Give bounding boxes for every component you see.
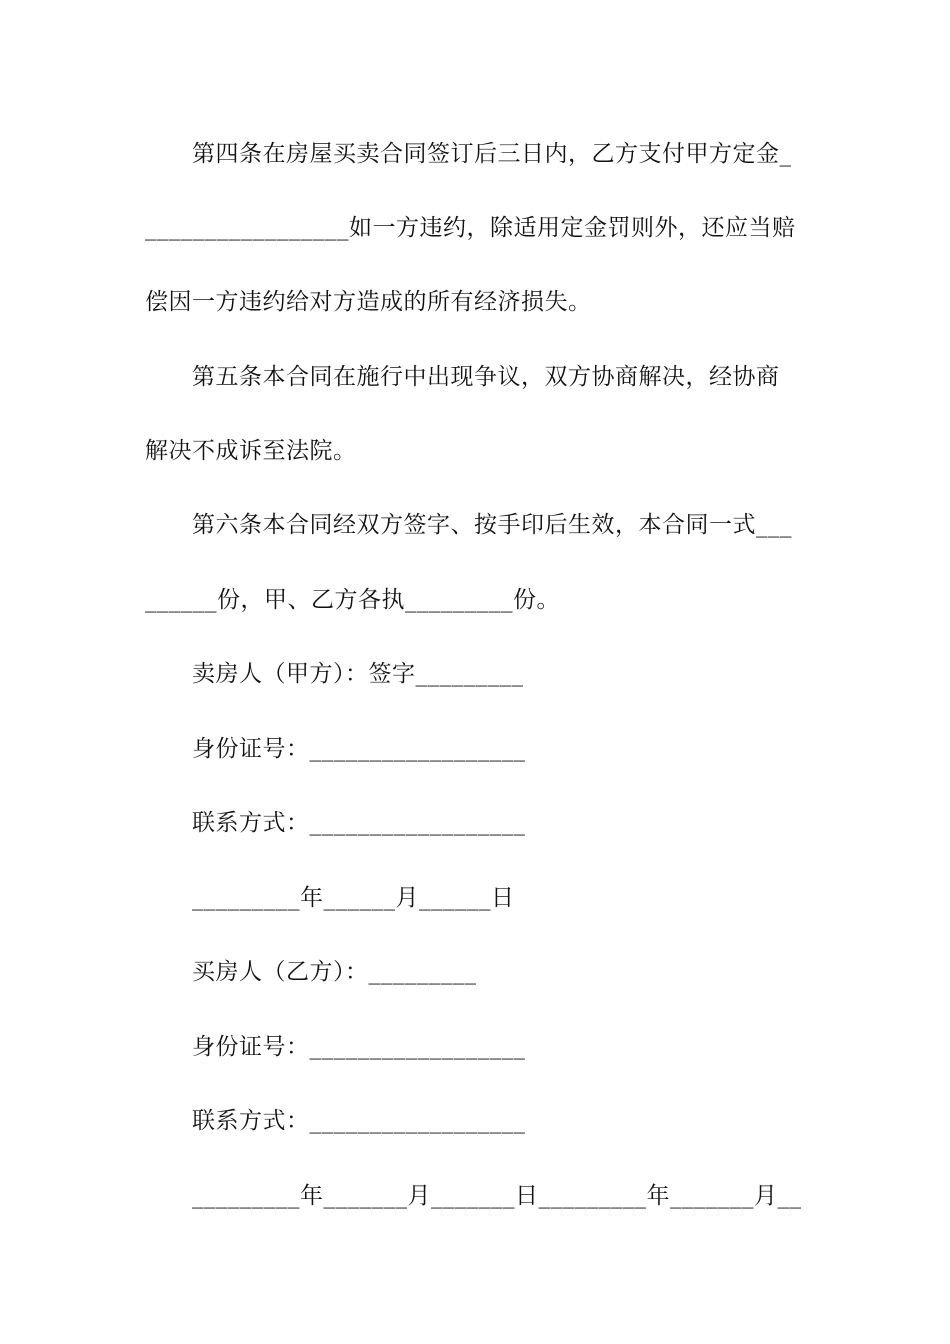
buyer-date-line: _________年_______月_______日_________年_______月__ [192,1183,802,1209]
clause-5-line-2: 解决不成诉至法院。 [145,438,357,464]
seller-date-line: _________年______月______日 [192,885,515,911]
buyer-id-number-line: 身份证号：__________________ [192,1034,526,1060]
clause-6-line-2: ______份，甲、乙方各执_________份。 [145,587,560,613]
seller-id-number-line: 身份证号：__________________ [192,736,526,762]
buyer-signature-line: 买房人（乙方）：_________ [192,959,477,985]
buyer-contact-line: 联系方式：__________________ [192,1108,526,1134]
clause-6-line-1: 第六条本合同经双方签字、按手印后生效，本合同一式___ [192,512,792,538]
clause-5-line-1: 第五条本合同在施行中出现争议，双方协商解决，经协商 [192,364,780,390]
clause-4-line-1: 第四条在房屋买卖合同签订后三日内，乙方支付甲方定金_ [192,141,792,167]
seller-signature-line: 卖房人（甲方）：签字_________ [192,661,524,687]
clause-4-line-2: _________________如一方违约，除适用定金罚则外，还应当赔 [145,215,796,241]
seller-contact-line: 联系方式：__________________ [192,810,526,836]
clause-4-line-3: 偿因一方违约给对方造成的所有经济损失。 [145,289,592,315]
